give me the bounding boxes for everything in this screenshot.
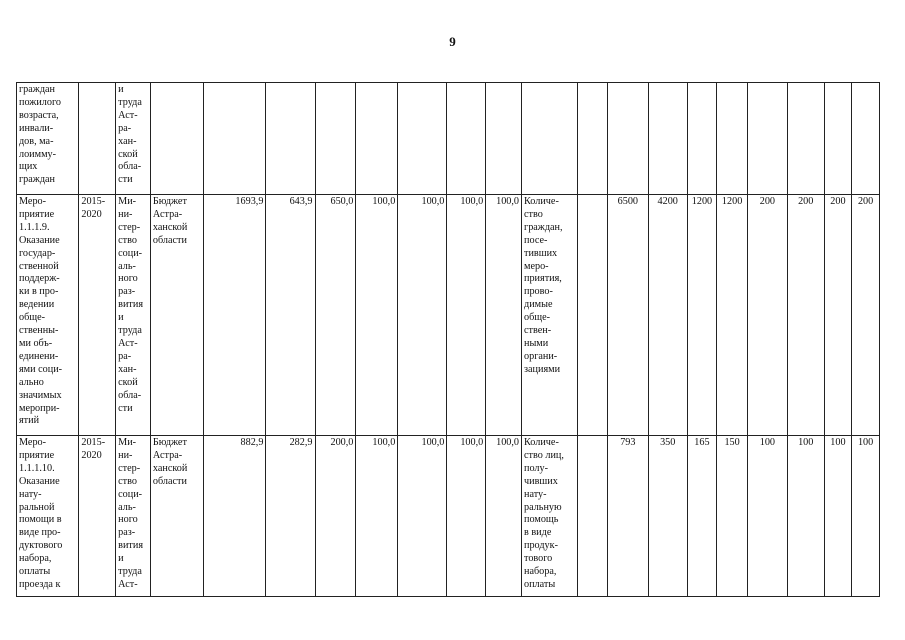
indicator-2019-cell (787, 83, 824, 195)
year-2017-cell (356, 83, 398, 195)
indicator-2020-cell: 200 (824, 195, 852, 436)
indicator-cell: Количе- ство лиц, полу- чивших нату- ральную помощь в виде продук- тового набора, оплаты (522, 436, 578, 597)
indicator-2017-cell (717, 83, 748, 195)
indicator-2015-cell (648, 83, 687, 195)
unit-cell (578, 436, 608, 597)
indicator-extra-cell: 200 (852, 195, 880, 436)
indicator-2019-cell: 200 (787, 195, 824, 436)
period-cell (79, 83, 116, 195)
year-2017-cell: 100,0 (356, 195, 398, 436)
page-number: 9 (449, 34, 456, 49)
indicator-2020-cell: 100 (824, 436, 852, 597)
indicator-2016-cell: 165 (687, 436, 717, 597)
indicator-2016-cell: 1200 (687, 195, 717, 436)
executor-cell: и труда Аст- ра- хан- ской обла- сти (116, 83, 151, 195)
event-cell: Меро- приятие 1.1.1.9. Оказание государ- ственной поддерж- ки в про- ведении обще- ственны- ми объ- единени- ями соци- ально значимых меропри- ятий (17, 195, 79, 436)
year-2015-cell (266, 83, 315, 195)
year-2020-cell: 100,0 (486, 195, 522, 436)
year-2019-cell: 100,0 (447, 195, 486, 436)
indicator-cell: Количе- ство граждан, посе- тивших меро- приятия, прово- димые обще- ствен- ными органи- зациями (522, 195, 578, 436)
unit-cell (578, 195, 608, 436)
indicator-2015-cell: 4200 (648, 195, 687, 436)
source-cell (150, 83, 203, 195)
year-2015-cell: 643,9 (266, 195, 315, 436)
indicator-2015-cell: 350 (648, 436, 687, 597)
program-table (16, 82, 880, 597)
indicator-cell (522, 83, 578, 195)
event-cell: Меро- приятие 1.1.1.10. Оказание нату- ральной помощи в виде про- дуктового набора, оплаты проезда к (17, 436, 79, 597)
source-cell: Бюджет Астра- ханской области (150, 436, 203, 597)
unit-cell (578, 83, 608, 195)
table-row (17, 436, 880, 597)
event-cell: граждан пожилого возраста, инвали- дов, ма- лоимму- щих граждан (17, 83, 79, 195)
year-2020-cell: 100,0 (486, 436, 522, 597)
indicator-2016-cell (687, 83, 717, 195)
indicator-2017-cell: 1200 (717, 195, 748, 436)
year-2018-cell: 100,0 (398, 195, 447, 436)
indicator-total-cell (607, 83, 648, 195)
indicator-2018-cell: 200 (747, 195, 787, 436)
total-cell: 882,9 (204, 436, 266, 597)
table-row (17, 195, 880, 436)
year-2016-cell: 200,0 (315, 436, 356, 597)
year-2018-cell (398, 83, 447, 195)
year-2018-cell: 100,0 (398, 436, 447, 597)
indicator-total-cell: 6500 (607, 195, 648, 436)
indicator-total-cell: 793 (607, 436, 648, 597)
table-row (17, 83, 880, 195)
executor-cell: Ми- ни- стер- ство соци- аль- ного раз- вития и труда Аст- ра- хан- ской обла- сти (116, 195, 151, 436)
year-2015-cell: 282,9 (266, 436, 315, 597)
year-2020-cell (486, 83, 522, 195)
source-cell: Бюджет Астра- ханской области (150, 195, 203, 436)
indicator-2017-cell: 150 (717, 436, 748, 597)
indicator-2019-cell: 100 (787, 436, 824, 597)
year-2019-cell (447, 83, 486, 195)
total-cell: 1693,9 (204, 195, 266, 436)
indicator-2020-cell (824, 83, 852, 195)
year-2019-cell: 100,0 (447, 436, 486, 597)
executor-cell: Ми- ни- стер- ство соци- аль- ного раз- вития и труда Аст- (116, 436, 151, 597)
indicator-extra-cell: 100 (852, 436, 880, 597)
indicator-extra-cell (852, 83, 880, 195)
total-cell (204, 83, 266, 195)
period-cell: 2015- 2020 (79, 195, 116, 436)
period-cell: 2015- 2020 (79, 436, 116, 597)
year-2016-cell (315, 83, 356, 195)
year-2017-cell: 100,0 (356, 436, 398, 597)
indicator-2018-cell: 100 (747, 436, 787, 597)
indicator-2018-cell (747, 83, 787, 195)
year-2016-cell: 650,0 (315, 195, 356, 436)
